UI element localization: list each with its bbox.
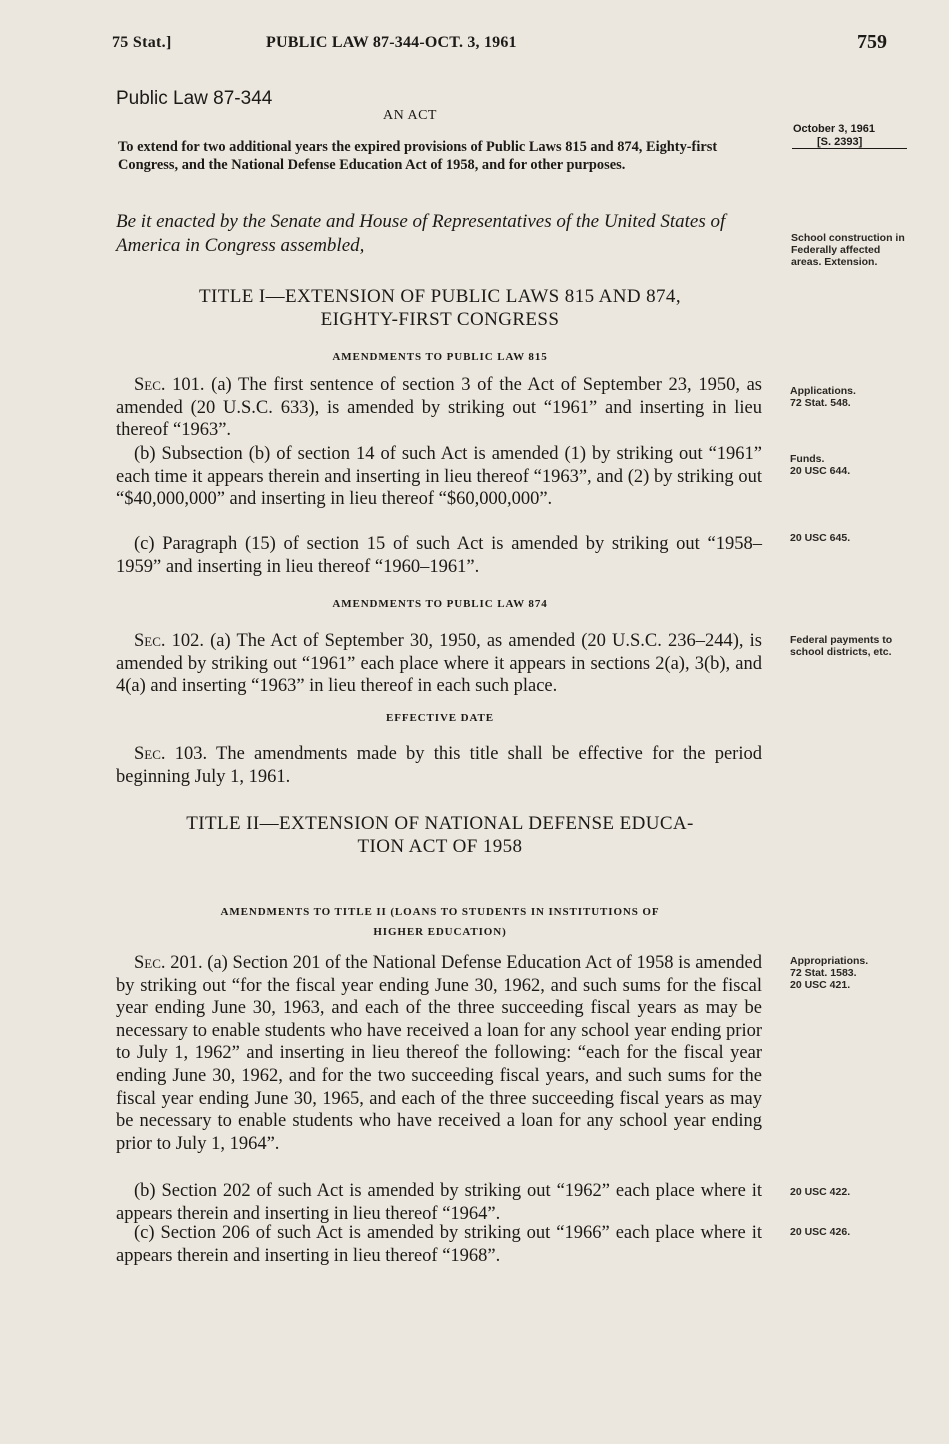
subheading-title-2-line-1: AMENDMENTS TO TITLE II (LOANS TO STUDENTS IN INSTITUTIONS OF [220, 906, 660, 918]
enacting-clause: Be it enacted by the Senate and House of Representatives of the United States of America in Congress assembled, [116, 211, 726, 256]
volume-reference: 75 Stat.] [112, 34, 172, 51]
note-appropriations-cite-1: 72 Stat. 1583. [790, 967, 857, 979]
note-applications-cite: 72 Stat. 548. [790, 397, 851, 409]
note-appropriations-cite-2: 20 USC 421. [790, 979, 851, 991]
subheading-pl-874: AMENDMENTS TO PUBLIC LAW 874 [332, 598, 548, 610]
page-number: 759 [857, 31, 887, 53]
date-note [793, 123, 875, 149]
section-label: Sec. [134, 631, 166, 651]
bill-number: [S. 2393] [817, 136, 863, 148]
public-law-label: Public Law 87-344 [116, 88, 273, 109]
subheading-effective-date: EFFECTIVE DATE [385, 712, 495, 724]
divider [792, 148, 907, 149]
margin-note-applications [790, 385, 856, 409]
section-label: Sec. [134, 953, 166, 973]
section-label: Sec. [134, 744, 166, 764]
subheading-title-2-line-2: HIGHER EDUCATION) [373, 926, 507, 938]
section-101-b: (b) Subsection (b) of section 14 of such Act is amended (1) by striking out “1961” each time it appears therein and inserting in lieu thereof “1963”, and (2) by striking out “$40,000,000” and inserting in lieu thereof “$60,000,000”. [116, 444, 762, 510]
enactment-date: October 3, 1961 [793, 123, 875, 135]
margin-note-20-usc-645: 20 USC 645. [790, 532, 851, 544]
section-103 [116, 743, 762, 788]
margin-note-appropriations [790, 955, 868, 991]
section-text: 101. (a) The first sentence of section 3 of the Act of September 23, 1950, as amended (20 U.S.C. 633), is amended by striking out “1961” and inserting in lieu thereof “1963”. [116, 375, 762, 441]
subheading-title-2 [116, 902, 764, 942]
title-2-heading [116, 812, 764, 858]
title-1-line-1: TITLE I—EXTENSION OF PUBLIC LAWS 815 AND 874, [199, 286, 681, 307]
note-funds-cite: 20 USC 644. [790, 465, 851, 477]
section-102 [116, 630, 762, 698]
section-101-a [116, 374, 762, 442]
section-101-c: (c) Paragraph (15) of section 15 of such Act is amended by striking out “1958–1959” and inserting in lieu thereof “1960–1961”. [116, 534, 762, 577]
section-text: 102. (a) The Act of September 30, 1950, as amended (20 U.S.C. 236–244), is amended by striking out “1961” each place where it appears in sections 2(a), 3(b), and 4(a) and inserting “1963” in lieu thereof in each such place. [116, 631, 762, 697]
section-text: 201. (a) Section 201 of the National Defense Education Act of 1958 is amended by striking out “for the fiscal year ending June 30, 1962, and such sums for the fiscal year ending June 30, 1963, and each of the three succeeding fiscal years as may be necessary to enable students who have received a loan for any school year ending prior to July 1, 1962” and inserting in lieu thereof the following: “each for the fiscal year ending June 30, 1962, and for the two succeeding fiscal years, and such sums for the fiscal year ending June 30, 1965, and each of the three succeeding fiscal years as may be necessary to enable students who have received a loan for any school year ending prior to July 1, 1964”. [116, 953, 762, 1154]
note-appropriations: Appropriations. [790, 955, 869, 967]
purpose-statement: To extend for two additional years the expired provisions of Public Laws 815 and 874, Eighty-first Congress, and the National Defense Education Act of 1958, and for other purposes. [118, 139, 718, 173]
section-201-a [116, 952, 762, 1155]
subheading-pl-815: AMENDMENTS TO PUBLIC LAW 815 [332, 351, 548, 363]
margin-note-20-usc-422: 20 USC 422. [790, 1186, 851, 1198]
margin-note-school-construction: School construction in Federally affected areas. Extension. [791, 232, 905, 268]
title-1-line-2: EIGHTY-FIRST CONGRESS [320, 309, 560, 330]
title-2-line-2: TION ACT OF 1958 [357, 836, 523, 857]
note-applications: Applications. [790, 385, 856, 397]
note-funds: Funds. [790, 453, 825, 465]
section-label: Sec. [134, 375, 166, 395]
margin-note-funds [790, 453, 850, 477]
running-header: PUBLIC LAW 87-344-OCT. 3, 1961 [266, 34, 517, 51]
section-201-b: (b) Section 202 of such Act is amended by striking out “1962” each place where it appears therein and inserting in lieu thereof “1964”. [116, 1181, 762, 1224]
an-act-heading: AN ACT [383, 108, 437, 123]
section-text: 103. The amendments made by this title shall be effective for the period beginning July 1, 1961. [116, 744, 762, 787]
title-1-heading [116, 285, 764, 331]
title-2-line-1: TITLE II—EXTENSION OF NATIONAL DEFENSE EDUCA- [186, 813, 694, 834]
margin-note-federal-payments: Federal payments to school districts, etc. [790, 634, 893, 658]
margin-note-20-usc-426: 20 USC 426. [790, 1226, 851, 1238]
section-201-c: (c) Section 206 of such Act is amended by striking out “1966” each place where it appears therein and inserting in lieu thereof “1968”. [116, 1223, 762, 1266]
